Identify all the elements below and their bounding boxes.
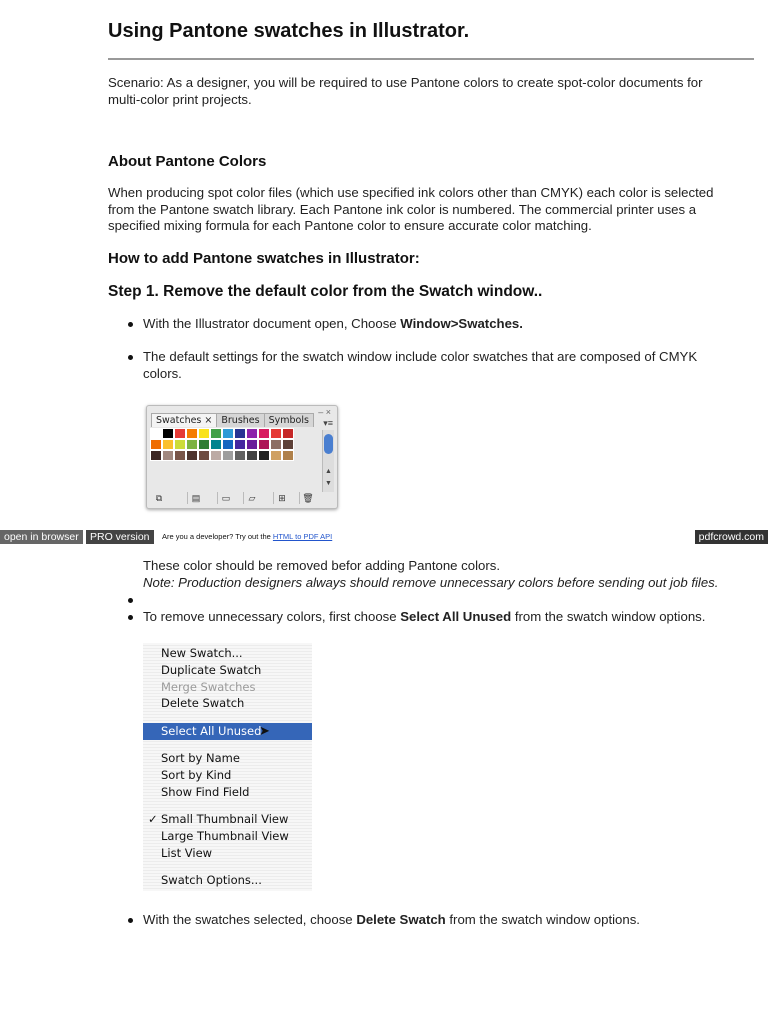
bullet-4: [143, 912, 640, 929]
swatch-cell: [282, 439, 294, 450]
check-mark-icon: ✓: [148, 812, 158, 826]
menu-show-find-field: Show Find Field: [161, 785, 250, 799]
bullet-1-bold: Window>Swatches.: [400, 316, 523, 331]
menu-sort-by-name: Sort by Name: [161, 751, 240, 765]
scroll-up-icon: ▲: [325, 468, 332, 475]
bullet-3-suffix: from the swatch window options.: [511, 609, 706, 624]
show-kinds-icon: ▤: [187, 492, 204, 504]
bullet-1: [143, 316, 523, 333]
new-group-icon: ▱: [243, 492, 260, 504]
bullet-dot: [128, 615, 133, 620]
bullet-4-prefix: With the swatches selected, choose: [143, 912, 357, 927]
swatch-cell: [174, 428, 186, 439]
panel-tabs: [151, 413, 313, 427]
about-line-2: from the Pantone swatch library. Each Pantone ink color is numbered. The commercial printer uses a: [108, 201, 697, 217]
swatch-cell: [246, 428, 258, 439]
swatch-cell: [150, 428, 162, 439]
trash-icon: 🗑: [299, 492, 316, 504]
bullet-dot: [128, 355, 133, 360]
swatch-cell: [258, 428, 270, 439]
swatch-cell: [198, 450, 210, 461]
menu-delete-swatch: Delete Swatch: [161, 696, 245, 710]
bullet-dot: [128, 598, 133, 603]
note-text: Note: Production designers always should remove unnecessary colors before sending out job files.: [143, 575, 719, 590]
tab-swatches: Swatches ×: [151, 413, 217, 427]
swatch-cell: [270, 428, 282, 439]
scenario-line-1: Scenario: As a designer, you will be required to use Pantone colors to create spot-color documents for: [108, 75, 703, 90]
swatch-cell: [270, 439, 282, 450]
about-text: [108, 185, 713, 235]
swatch-cell: [234, 428, 246, 439]
mouse-cursor-icon: ➤: [259, 724, 270, 739]
about-heading: About Pantone Colors: [108, 153, 267, 170]
scenario-text: [108, 75, 703, 108]
swatch-cell: [162, 439, 174, 450]
bullet-3-prefix: To remove unnecessary colors, first choose: [143, 609, 401, 624]
swatch-options-menu-image: [143, 643, 312, 891]
bullet-dot: [128, 322, 133, 327]
swatch-cell: [258, 450, 270, 461]
bullet-4-bold: Delete Swatch: [356, 912, 446, 927]
swatch-cell: [258, 439, 270, 450]
swatch-cell: [210, 428, 222, 439]
menu-large-thumbnail-view: Large Thumbnail View: [161, 829, 289, 843]
swatch-cell: [246, 439, 258, 450]
about-line-1: When producing spot color files (which use specified ink colors other than CMYK) each color is selected: [108, 185, 714, 200]
menu-new-swatch: New Swatch...: [161, 646, 243, 660]
panel-scrollbar: [322, 430, 334, 492]
panel-menu-icon: ▾≡: [323, 418, 333, 428]
swatch-cell: [186, 450, 198, 461]
bullet-dot: [128, 918, 133, 923]
bullet-2: [143, 349, 697, 382]
menu-select-all-unused: [143, 723, 312, 740]
swatch-cell: [234, 439, 246, 450]
menu-merge-swatches: Merge Swatches: [161, 680, 256, 694]
swatch-options-icon: ▭: [217, 492, 234, 504]
swatch-cell: [198, 439, 210, 450]
swatch-cell: [150, 439, 162, 450]
scenario-line-2: multi-color print projects.: [108, 91, 252, 107]
swatch-library-icon: ⧉: [155, 493, 163, 503]
swatch-cell: [150, 450, 162, 461]
swatch-cell: [174, 450, 186, 461]
menu-swatch-options: Swatch Options...: [161, 873, 262, 887]
swatch-cell: [282, 450, 294, 461]
swatch-cell: [282, 428, 294, 439]
bullet-3-bold: Select All Unused: [400, 609, 512, 624]
menu-sort-by-kind: Sort by Kind: [161, 768, 232, 782]
swatch-cell: [162, 450, 174, 461]
swatch-cell: [234, 450, 246, 461]
open-in-browser-button[interactable]: open in browser: [0, 530, 83, 544]
tab-symbols: Symbols: [264, 413, 314, 427]
title-divider: [108, 58, 754, 60]
pdfcrowd-brand[interactable]: pdfcrowd.com: [695, 530, 768, 544]
about-line-3: specified mixing formula for each Pantone color to ensure accurate color matching.: [108, 218, 592, 233]
swatch-cell: [222, 428, 234, 439]
swatch-cell: [210, 439, 222, 450]
bullet-1-text: With the Illustrator document open, Choose: [143, 316, 401, 331]
swatch-cell: [186, 428, 198, 439]
developer-promo: [162, 532, 332, 541]
swatch-cell: [246, 450, 258, 461]
swatch-cell: [210, 450, 222, 461]
pro-version-button[interactable]: PRO version: [86, 530, 154, 544]
panel-window-controls: – ×: [318, 407, 331, 417]
new-swatch-icon: ⊞: [273, 492, 290, 504]
howto-heading: How to add Pantone swatches in Illustrator:: [108, 250, 420, 267]
swatch-cell: [222, 439, 234, 450]
bullet-2-line-1: The default settings for the swatch window include color swatches that are composed of CMYK: [143, 349, 698, 364]
swatch-cell: [174, 439, 186, 450]
scroll-down-icon: ▼: [325, 480, 332, 487]
menu-small-thumbnail-view: Small Thumbnail View: [161, 812, 289, 826]
swatch-cell: [186, 439, 198, 450]
page-title: Using Pantone swatches in Illustrator.: [108, 20, 470, 42]
developer-text: Are you a developer? Try out the: [162, 532, 273, 541]
swatch-cell: [270, 450, 282, 461]
bullet-2-line-2: colors.: [143, 365, 182, 381]
bullet-4-suffix: from the swatch window options.: [445, 912, 640, 927]
menu-select-all-unused-label: Select All Unused: [161, 724, 262, 738]
menu-duplicate-swatch: Duplicate Swatch: [161, 663, 262, 677]
swatch-cell: [198, 428, 210, 439]
menu-list-view: List View: [161, 846, 213, 860]
scroll-thumb: [324, 434, 333, 454]
html-to-pdf-link[interactable]: HTML to PDF API: [272, 532, 333, 541]
swatch-cell: [222, 450, 234, 461]
step1-heading: Step 1. Remove the default color from the Swatch window..: [108, 283, 543, 300]
swatches-panel-image: [146, 405, 338, 509]
remove-text: These color should be removed befor adding Pantone colors.: [143, 558, 501, 573]
tab-brushes: Brushes: [216, 413, 264, 427]
bullet-3: [143, 609, 705, 626]
swatch-cell: [162, 428, 174, 439]
